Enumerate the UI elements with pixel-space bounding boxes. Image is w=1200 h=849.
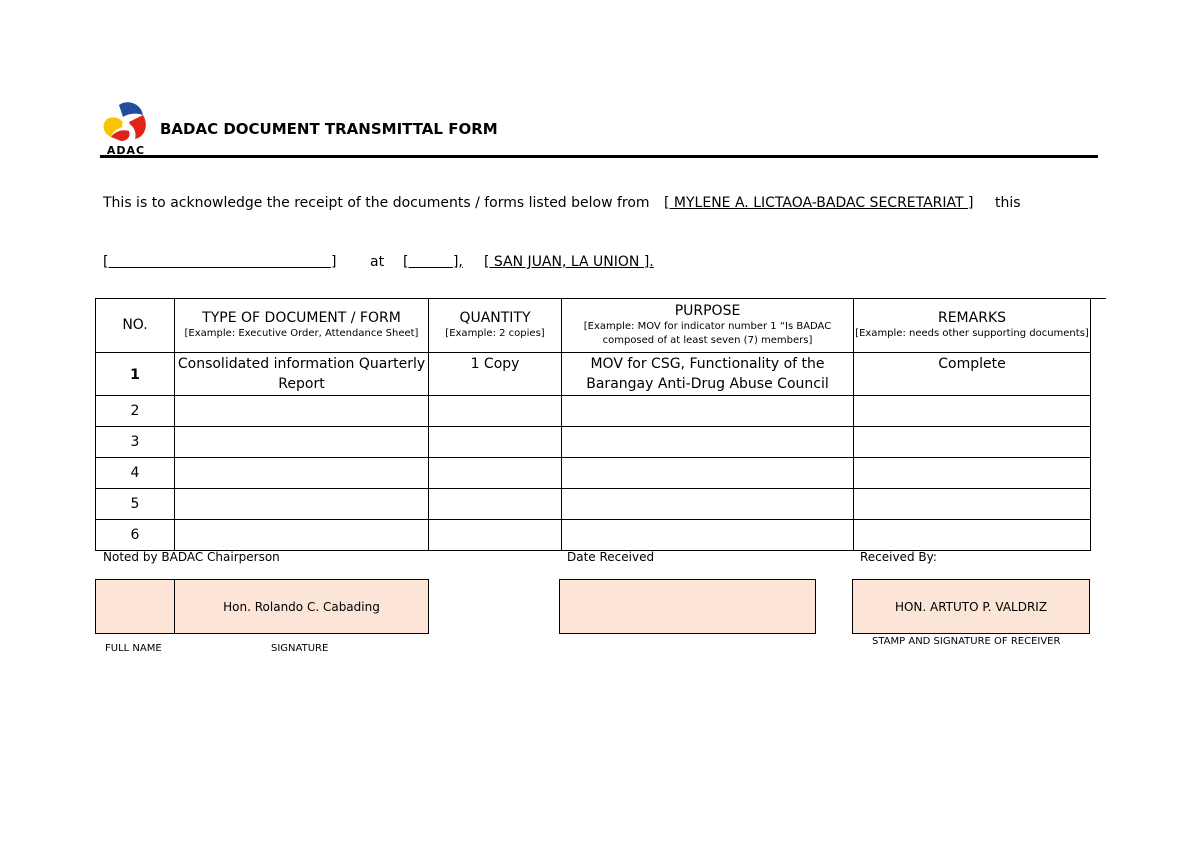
time-blank-field: [ ], [403,254,463,270]
at-text: at [370,254,385,270]
cell-type[interactable] [175,520,429,551]
chairperson-signature-box[interactable] [174,579,429,634]
col-header-quantity [429,299,562,353]
cell-no: 3 [96,427,175,458]
full-name-box[interactable] [95,579,175,634]
col-example: [Example: needs other supporting documents] [855,328,1089,339]
col-header-purpose [562,299,854,353]
received-by-label: Received By: [860,550,937,564]
col-example: [Example: 2 copies] [445,328,545,339]
table-row [96,427,1091,458]
cell-purpose[interactable] [562,520,854,551]
col-example: [Example: MOV for indicator number 1 “Is BADAC composed of at least seven (7) members] [583,321,832,346]
date-blank-field: [ ] [103,254,337,270]
title-divider [100,155,1098,158]
cell-no: 4 [96,458,175,489]
signature-label: SIGNATURE [271,643,329,654]
cell-remarks[interactable] [854,489,1091,520]
cell-type[interactable] [175,427,429,458]
table-row [96,353,1091,396]
table-row [96,489,1091,520]
cell-quantity[interactable] [429,489,562,520]
cell-quantity[interactable] [429,427,562,458]
date-received-box[interactable] [559,579,816,634]
col-title: NO. [122,317,148,333]
cell-no: 2 [96,396,175,427]
cell-purpose[interactable]: MOV for CSG, Functionality of the Barangay Anti-Drug Abuse Council [562,353,854,396]
ack-from-field: [ MYLENE A. LICTAOA-BADAC SECRETARIAT ] [664,195,974,211]
table-row [96,520,1091,551]
col-title: REMARKS [937,310,1007,326]
ack-this-text: this [995,195,1021,211]
form-title: BADAC DOCUMENT TRANSMITTAL FORM [160,120,498,138]
cell-purpose[interactable] [562,458,854,489]
badac-logo [101,101,151,157]
documents-table [95,298,1091,551]
table-row [96,396,1091,427]
cell-remarks[interactable]: Complete [854,353,1091,396]
cell-purpose[interactable] [562,427,854,458]
col-header-type [175,299,429,353]
col-title: PURPOSE [674,303,741,319]
logo-text: ADAC [106,144,146,157]
place-field: [ SAN JUAN, LA UNION ]. [484,254,654,270]
header-line-extension [1090,298,1106,299]
noted-by-label: Noted by BADAC Chairperson [103,550,280,564]
date-received-label: Date Received [567,550,655,564]
chairperson-name: Hon. Rolando C. Cabading [223,599,380,614]
cell-remarks[interactable] [854,520,1091,551]
cell-remarks[interactable] [854,396,1091,427]
table-header-row [96,299,1091,353]
stamp-signature-label: STAMP AND SIGNATURE OF RECEIVER [872,636,1061,647]
col-example: [Example: Executive Order, Attendance Sheet] [184,328,419,339]
full-name-label: FULL NAME [105,643,162,654]
cell-quantity[interactable] [429,520,562,551]
cell-purpose[interactable] [562,489,854,520]
cell-no: 5 [96,489,175,520]
cell-type[interactable] [175,489,429,520]
cell-remarks[interactable] [854,427,1091,458]
cell-type[interactable]: Consolidated information Quarterly Report [175,353,429,396]
col-title: TYPE OF DOCUMENT / FORM [202,310,401,326]
cell-type[interactable] [175,396,429,427]
cell-remarks[interactable] [854,458,1091,489]
col-header-no [96,299,175,353]
col-header-remarks [854,299,1091,353]
cell-no: 1 [96,353,175,396]
table-row [96,458,1091,489]
cell-no: 6 [96,520,175,551]
cell-type[interactable] [175,458,429,489]
col-title: QUANTITY [459,310,531,326]
receiver-name: HON. ARTUTO P. VALDRIZ [894,599,1048,614]
receiver-box[interactable] [852,579,1090,634]
cell-quantity[interactable] [429,458,562,489]
ack-lead-text: This is to acknowledge the receipt of the documents / forms listed below from [103,195,650,211]
cell-purpose[interactable] [562,396,854,427]
cell-quantity[interactable] [429,396,562,427]
cell-quantity[interactable]: 1 Copy [429,353,562,396]
